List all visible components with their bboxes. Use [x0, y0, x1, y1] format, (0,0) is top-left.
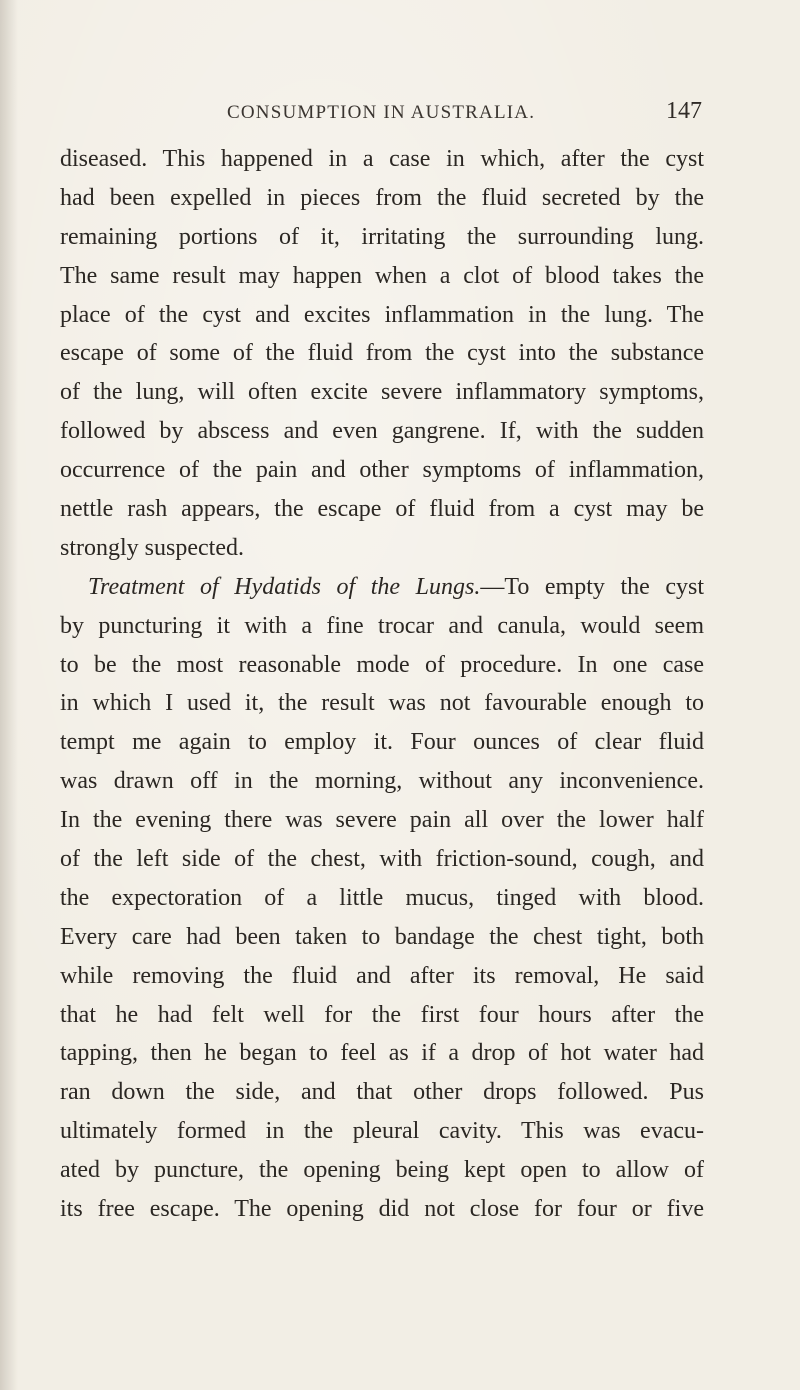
text-line: diseased. This happened in a case in which, after the cyst [60, 146, 704, 172]
body-text [60, 140, 704, 1229]
page-header [227, 98, 702, 136]
text-line: The same result may happen when a clot of blood takes the [60, 262, 704, 289]
text-line: the expectoration of a little mucus, tinged with blood. [60, 884, 704, 911]
text-line: of the left side of the chest, with friction-sound, cough, and [60, 846, 704, 873]
text-fragment: —To empty the cyst [480, 573, 705, 600]
section-heading: Treatment of Hydatids of the Lungs. [88, 573, 481, 600]
text-line: Every care had been taken to bandage the chest tight, both [60, 923, 704, 950]
text-line: tempt me again to employ it. Four ounces of clear fluid [60, 729, 704, 756]
text-line: by puncturing it with a fine trocar and canula, would seem [60, 612, 704, 639]
text-line: ran down the side, and that other drops followed. Pus [60, 1079, 704, 1106]
text-line: had been expelled in pieces from the fluid secreted by the [60, 184, 704, 211]
text-line: remaining portions of it, irritating the surrounding lung. [60, 223, 704, 250]
treatment-first-line [60, 568, 704, 607]
running-head: CONSUMPTION IN AUSTRALIA. [227, 102, 536, 123]
text-line: was drawn off in the morning, without any inconvenience. [60, 768, 704, 795]
text-line: tapping, then he began to feel as if a drop of hot water had [60, 1040, 704, 1067]
page-gutter-shadow [0, 0, 18, 1390]
text-line: nettle rash appears, the escape of fluid from a cyst may be [60, 496, 704, 523]
text-line: place of the cyst and excites inflammation in the lung. The [60, 301, 704, 328]
text-line: ated by puncture, the opening being kept open to allow of [60, 1157, 704, 1184]
text-line: of the lung, will often excite severe inflammatory symptoms, [60, 379, 704, 406]
text-line: its free escape. The opening did not close for four or five [60, 1196, 704, 1223]
page-number: 147 [666, 98, 702, 124]
text-line: in which I used it, the result was not favourable enough to [60, 690, 704, 717]
text-line: that he had felt well for the first four hours after the [60, 1001, 704, 1028]
text-line: while removing the fluid and after its removal, He said [60, 962, 704, 989]
text-line: occurrence of the pain and other symptoms of inflammation, [60, 457, 704, 484]
text-line: followed by abscess and even gangrene. If, with the sudden [60, 418, 704, 445]
text-line: escape of some of the fluid from the cyst into the substance [60, 340, 704, 367]
text-line: to be the most reasonable mode of procedure. In one case [60, 651, 704, 678]
text-line: strongly suspected. [60, 534, 244, 561]
text-line: In the evening there was severe pain all over the lower half [60, 807, 704, 834]
text-line: ultimately formed in the pleural cavity. This was evacu- [60, 1118, 704, 1145]
